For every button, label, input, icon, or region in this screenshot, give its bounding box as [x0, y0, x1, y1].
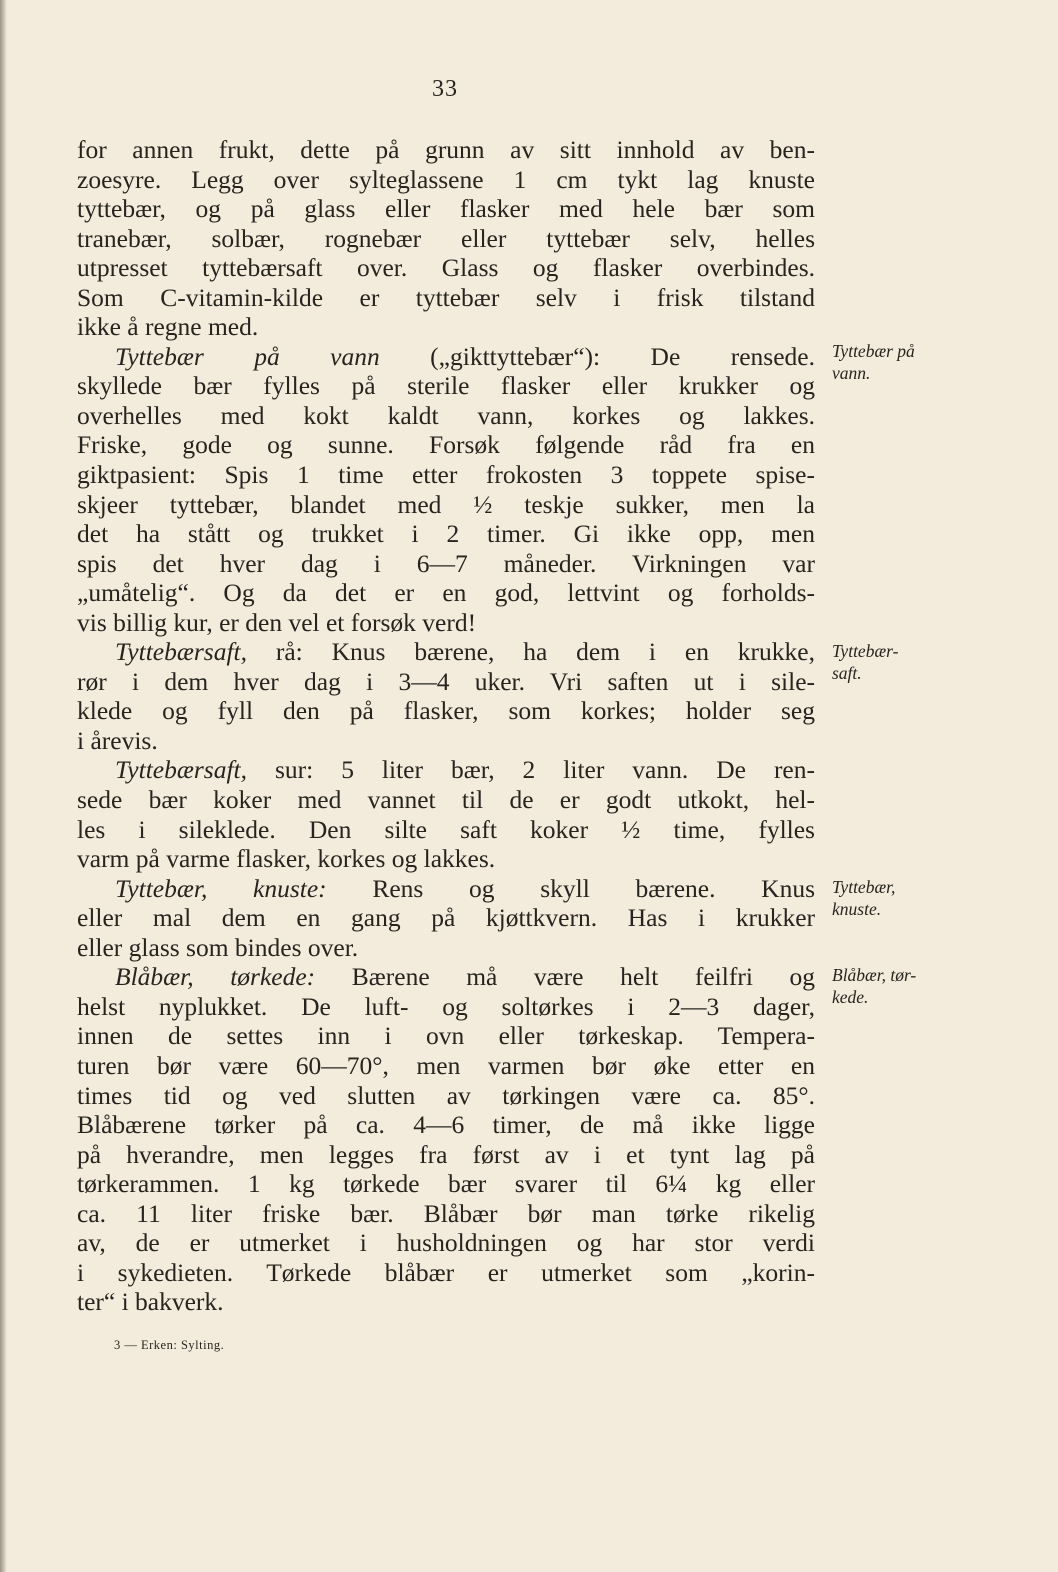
- text-line: Blåbærene tørker på ca. 4—6 timer, de må ikke ligge: [77, 1110, 815, 1140]
- marginal-note-line: vann.: [832, 363, 871, 383]
- section-heading: Blåbær, tørkede:: [115, 962, 316, 992]
- text-line: i sykedieten. Tørkede blåbær er utmerket som „korin-: [77, 1257, 815, 1287]
- marginal-note-line: kede.: [832, 987, 869, 1007]
- text-line: skyllede bær fylles på sterile flasker eller krukker og: [77, 371, 815, 401]
- text-line: ikke å regne med.: [77, 312, 259, 342]
- marginal-note-line: Tyttebær-: [832, 641, 899, 661]
- marginal-note: [832, 964, 1032, 1008]
- text-line: på hverandre, men legges fra først av i et tynt lag på: [77, 1139, 815, 1169]
- text-line: Tyttebærsaft, sur: 5 liter bær, 2 liter vann. De ren-: [115, 755, 815, 785]
- marginal-note-line: knuste.: [832, 899, 882, 919]
- text-line: rør i dem hver dag i 3—4 uker. Vri saften ut i sile-: [77, 666, 815, 696]
- text-line: tørkerammen. 1 kg tørkede bær svarer til 6¼ kg eller: [77, 1169, 815, 1199]
- text-line: varm på varme flasker, korkes og lakkes.: [77, 844, 496, 874]
- section-heading: Tyttebær, knuste:: [115, 873, 327, 903]
- text-line: ter“ i bakverk.: [77, 1287, 224, 1317]
- text-line: zoesyre. Legg over sylteglassene 1 cm tykt lag knuste: [77, 164, 815, 194]
- signature-footer: 3 — Erken: Sylting.: [114, 1338, 225, 1352]
- text-line: Blåbær, tørkede: Bærene må være helt feilfri og: [115, 962, 815, 992]
- text-line: les i sileklede. Den silte saft koker ½ time, fylles: [77, 814, 815, 844]
- text-line: giktpasient: Spis 1 time etter frokosten 3 toppete spise-: [77, 460, 815, 490]
- text-line: Tyttebær, knuste: Rens og skyll bærene. Knus: [115, 873, 815, 903]
- text-line: overhelles med kokt kaldt vann, korkes og lakkes.: [77, 400, 815, 430]
- text-line: Friske, gode og sunne. Forsøk følgende råd fra en: [77, 430, 815, 460]
- page-binding-edge: [0, 0, 7, 1572]
- text-line: for annen frukt, dette på grunn av sitt innhold av ben-: [77, 135, 815, 164]
- text-line: skjeer tyttebær, blandet med ½ teskje sukker, men la: [77, 489, 815, 519]
- page-number: 33: [432, 76, 458, 102]
- text-line: av, de er utmerket i husholdningen og har stor verdi: [77, 1228, 815, 1258]
- text-line: eller glass som bindes over.: [77, 932, 359, 962]
- section-heading: Tyttebær på vann: [115, 341, 380, 371]
- text-line: turen bør være 60—70°, men varmen bør øke etter en: [77, 1050, 815, 1080]
- text-line: ca. 11 liter friske bær. Blåbær bør man tørke rikelig: [77, 1198, 815, 1228]
- marginal-note-line: Blåbær, tør-: [832, 965, 917, 985]
- text-line: i årevis.: [77, 725, 158, 755]
- text-line: eller mal dem en gang på kjøttkvern. Has i krukker: [77, 903, 815, 933]
- text-line: sede bær koker med vannet til de er godt utkokt, hel-: [77, 785, 815, 815]
- text-line: „umåtelig“. Og da det er en god, lettvint og forholds-: [77, 578, 815, 608]
- body-text: [77, 135, 815, 1317]
- text-line: tyttebær, og på glass eller flasker med hele bær som: [77, 194, 815, 224]
- text-line: spis det hver dag i 6—7 måneder. Virkningen var: [77, 548, 815, 578]
- text-line: times tid og ved slutten av tørkingen være ca. 85°.: [77, 1080, 815, 1110]
- text-line: Tyttebærsaft, rå: Knus bærene, ha dem i en krukke,: [115, 637, 815, 667]
- text-line: tranebær, solbær, rognebær eller tyttebær selv, helles: [77, 223, 815, 253]
- text-line: helst nyplukket. De luft- og soltørkes i 2—3 dager,: [77, 991, 815, 1021]
- marginal-note-line: Tyttebær,: [832, 877, 896, 897]
- marginal-note: [832, 640, 1032, 684]
- marginal-note-line: Tyttebær på: [832, 341, 915, 361]
- text-line: det ha stått og trukket i 2 timer. Gi ikke opp, men: [77, 519, 815, 549]
- text-line: Som C-vitamin-kilde er tyttebær selv i frisk tilstand: [77, 282, 815, 312]
- text-line: vis billig kur, er den vel et forsøk verd!: [77, 607, 477, 637]
- marginal-note-line: saft.: [832, 663, 862, 683]
- text-line: utpresset tyttebærsaft over. Glass og flasker overbindes.: [77, 253, 815, 283]
- text-line: innen de settes inn i ovn eller tørkeskap. Tempera-: [77, 1021, 815, 1051]
- marginal-note: [832, 340, 1032, 384]
- text-line: Tyttebær på vann („gikttyttebær“): De rensede.: [115, 341, 815, 371]
- marginal-note: [832, 876, 1032, 920]
- section-heading: Tyttebærsaft,: [115, 637, 247, 667]
- section-heading: Tyttebærsaft,: [115, 755, 247, 785]
- text-line: klede og fyll den på flasker, som korkes; holder seg: [77, 696, 815, 726]
